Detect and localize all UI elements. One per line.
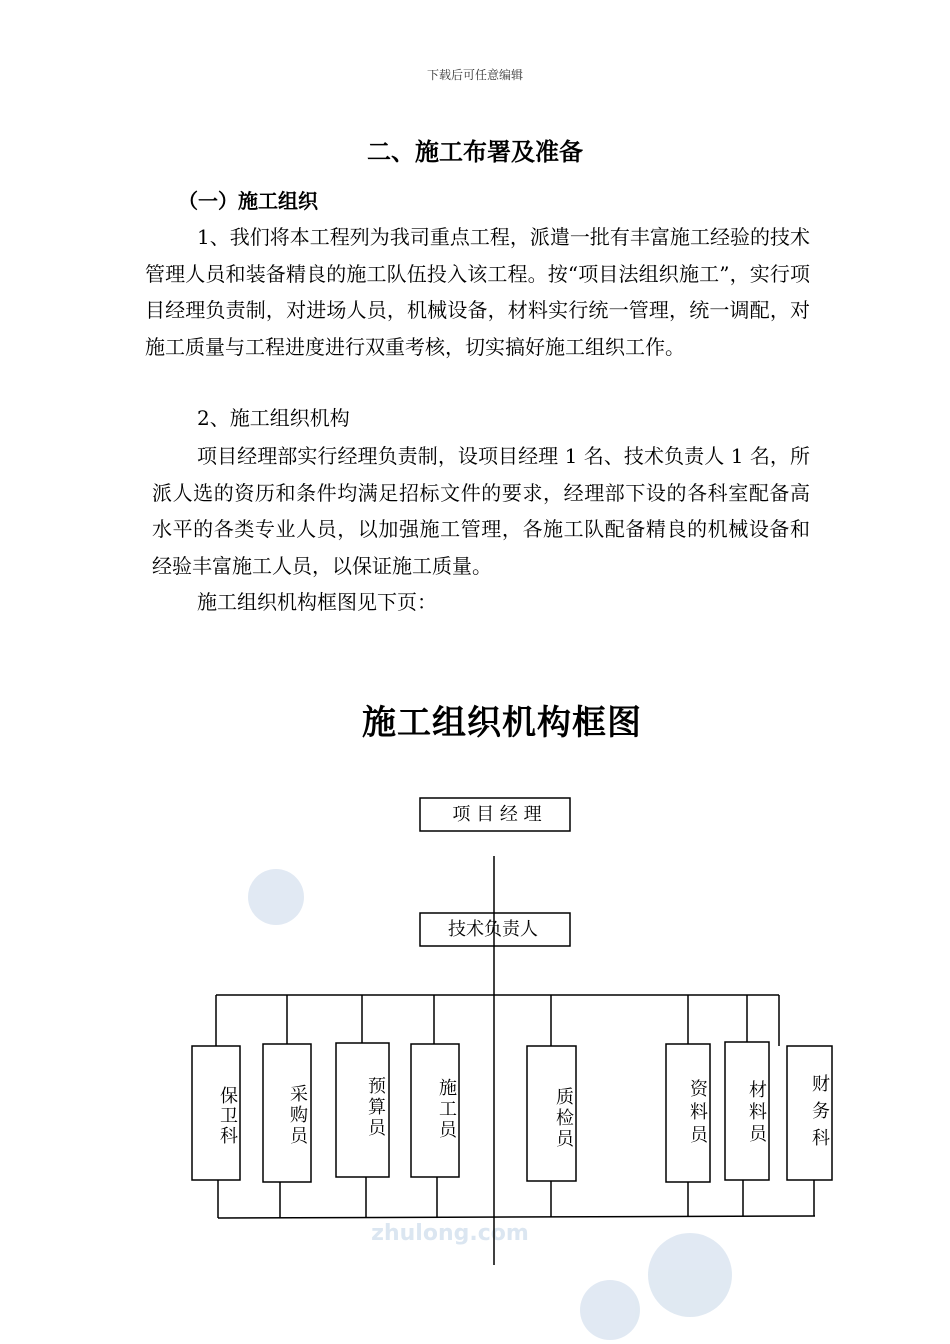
watermark-text: zhulong.com: [371, 1221, 529, 1246]
dept-label-finance: 财务科: [812, 1074, 830, 1149]
paragraph-2: 项目经理部实行经理负责制，设项目经理 1 名、技术负责人 1 名，所派人选的资历和条件均满足招标文件的要求，经理部下设的各科室配备高水平的各类专业人员，以加强施工管理，各施工队配备精良的机械设备和经验丰富施工人员，以保证施工质量。: [152, 444, 810, 578]
project-manager-label: 项 目 经 理: [452, 804, 542, 825]
section-title: 二、施工布署及准备: [367, 137, 583, 166]
tech-lead-label: 技术负责人: [448, 919, 538, 940]
paragraph-3: 施工组织机构框图见下页：: [197, 590, 437, 614]
dept-label-records: 资料员: [690, 1079, 708, 1146]
bottom-bus-line: [218, 1216, 815, 1218]
dept-label-budget: 预算员: [368, 1076, 386, 1139]
dept-label-security: 保卫科: [220, 1086, 238, 1147]
paragraph-1: 1、我们将本工程列为我司重点工程，派遣一批有丰富施工经验的技术管理人员和装备精良的施工队伍投入该工程。按“项目法组织施工”，实行项目经理负责制，对进场人员，机械设备，材料实行统一管理，统一调配，对施工质量与工程进度进行双重考核，切实搞好施工组织工作。: [145, 225, 810, 359]
dept-label-construction: 施工员: [439, 1078, 457, 1141]
dept-label-quality: 质检员: [556, 1087, 574, 1150]
item-2-title: 2、施工组织机构: [197, 406, 350, 430]
dept-label-procurement: 采购员: [290, 1084, 308, 1147]
subsection-title: （一）施工组织: [178, 189, 318, 213]
header-note: 下载后可任意编辑: [426, 68, 523, 82]
dept-label-materials: 材料员: [749, 1080, 767, 1145]
org-chart-title: 施工组织机构框图: [362, 703, 642, 743]
